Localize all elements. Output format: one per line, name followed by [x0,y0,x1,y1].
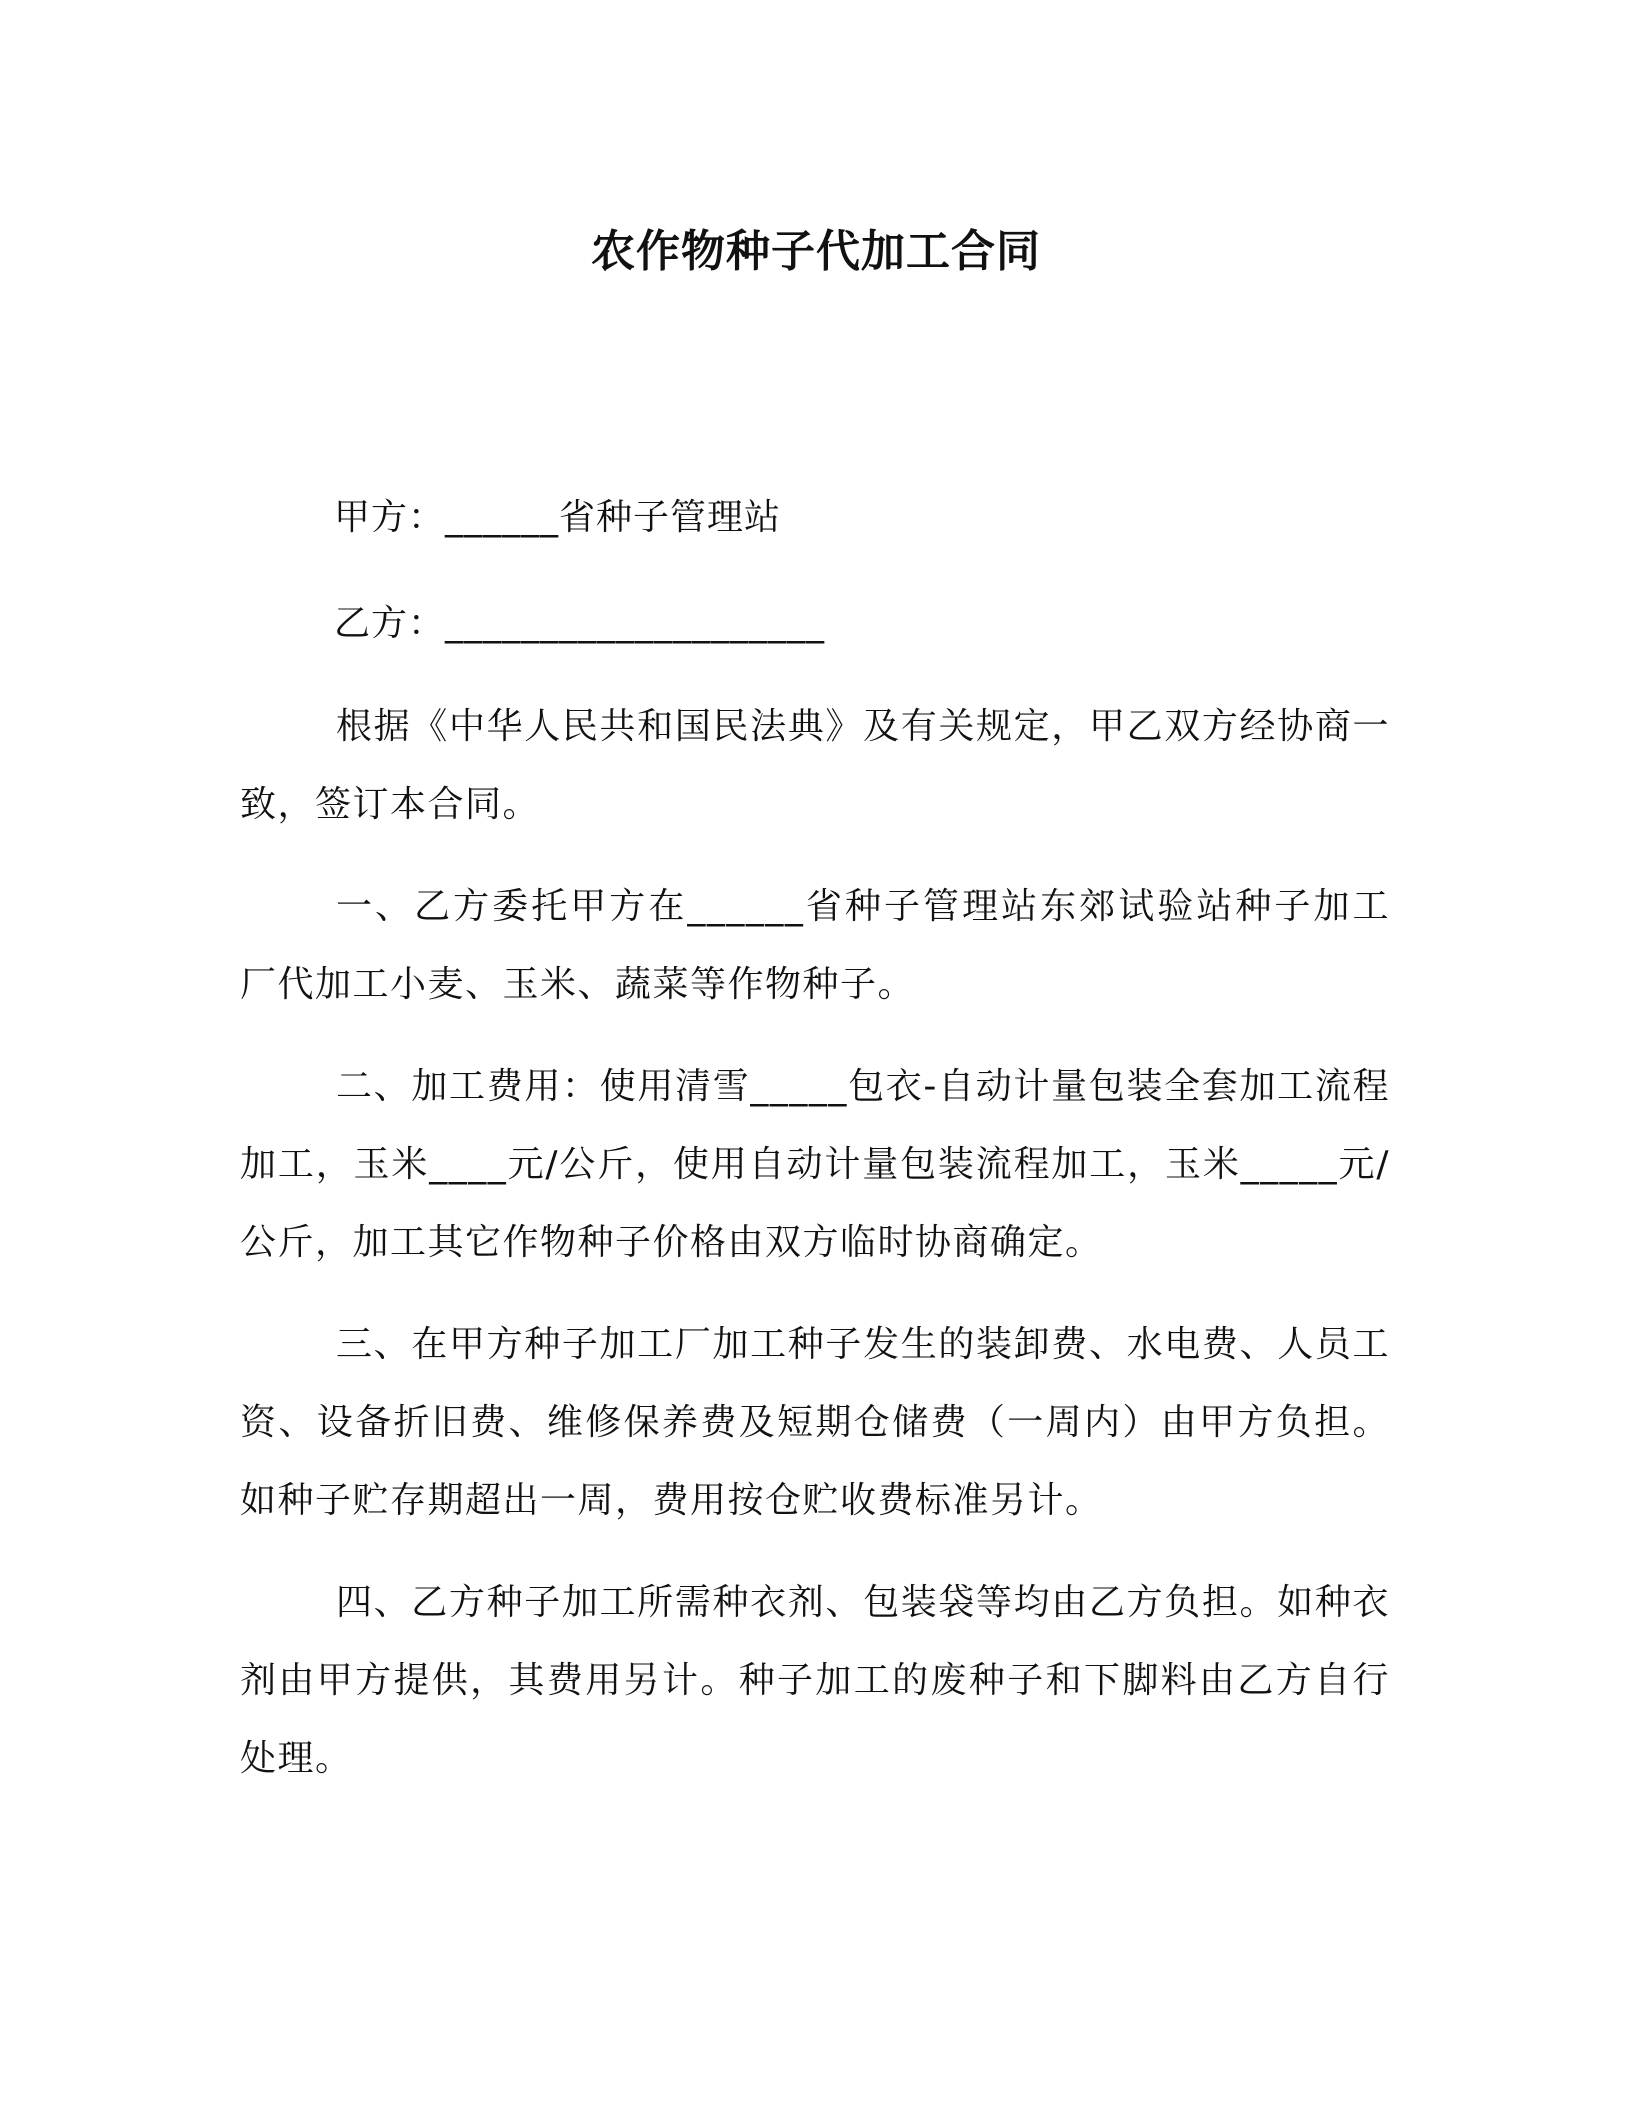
paragraph-preamble: 根据《中华人民共和国民法典》及有关规定，甲乙双方经协商一致，签订本合同。 [240,706,1390,825]
party-b-line: 乙方：____________________ [334,603,826,644]
paragraph-clause-1: 一、乙方委托甲方在______省种子管理站东郊试验站种子加工厂代加工小麦、玉米、蔬菜等作物种子。 [240,886,1390,1005]
document-title: 农作物种子代加工合同 [591,226,1041,277]
paragraph-clause-4: 四、乙方种子加工所需种衣剂、包装袋等均由乙方负担。如种衣剂由甲方提供，其费用另计。种子加工的废种子和下脚料由乙方自行处理。 [240,1582,1390,1779]
paragraph-clause-3: 三、在甲方种子加工厂加工种子发生的装卸费、水电费、人员工资、设备折旧费、维修保养费及短期仓储费（一周内）由甲方负担。如种子贮存期超出一周，费用按仓贮收费标准另计。 [240,1324,1390,1521]
paragraph-clause-2: 二、加工费用：使用清雪_____包衣-自动计量包装全套加工流程加工，玉米____元/公斤，使用自动计量包装流程加工，玉米_____元/公斤，加工其它作物种子价格由双方临时协商确定。 [240,1066,1390,1263]
party-a-line: 甲方：______省种子管理站 [334,497,782,538]
